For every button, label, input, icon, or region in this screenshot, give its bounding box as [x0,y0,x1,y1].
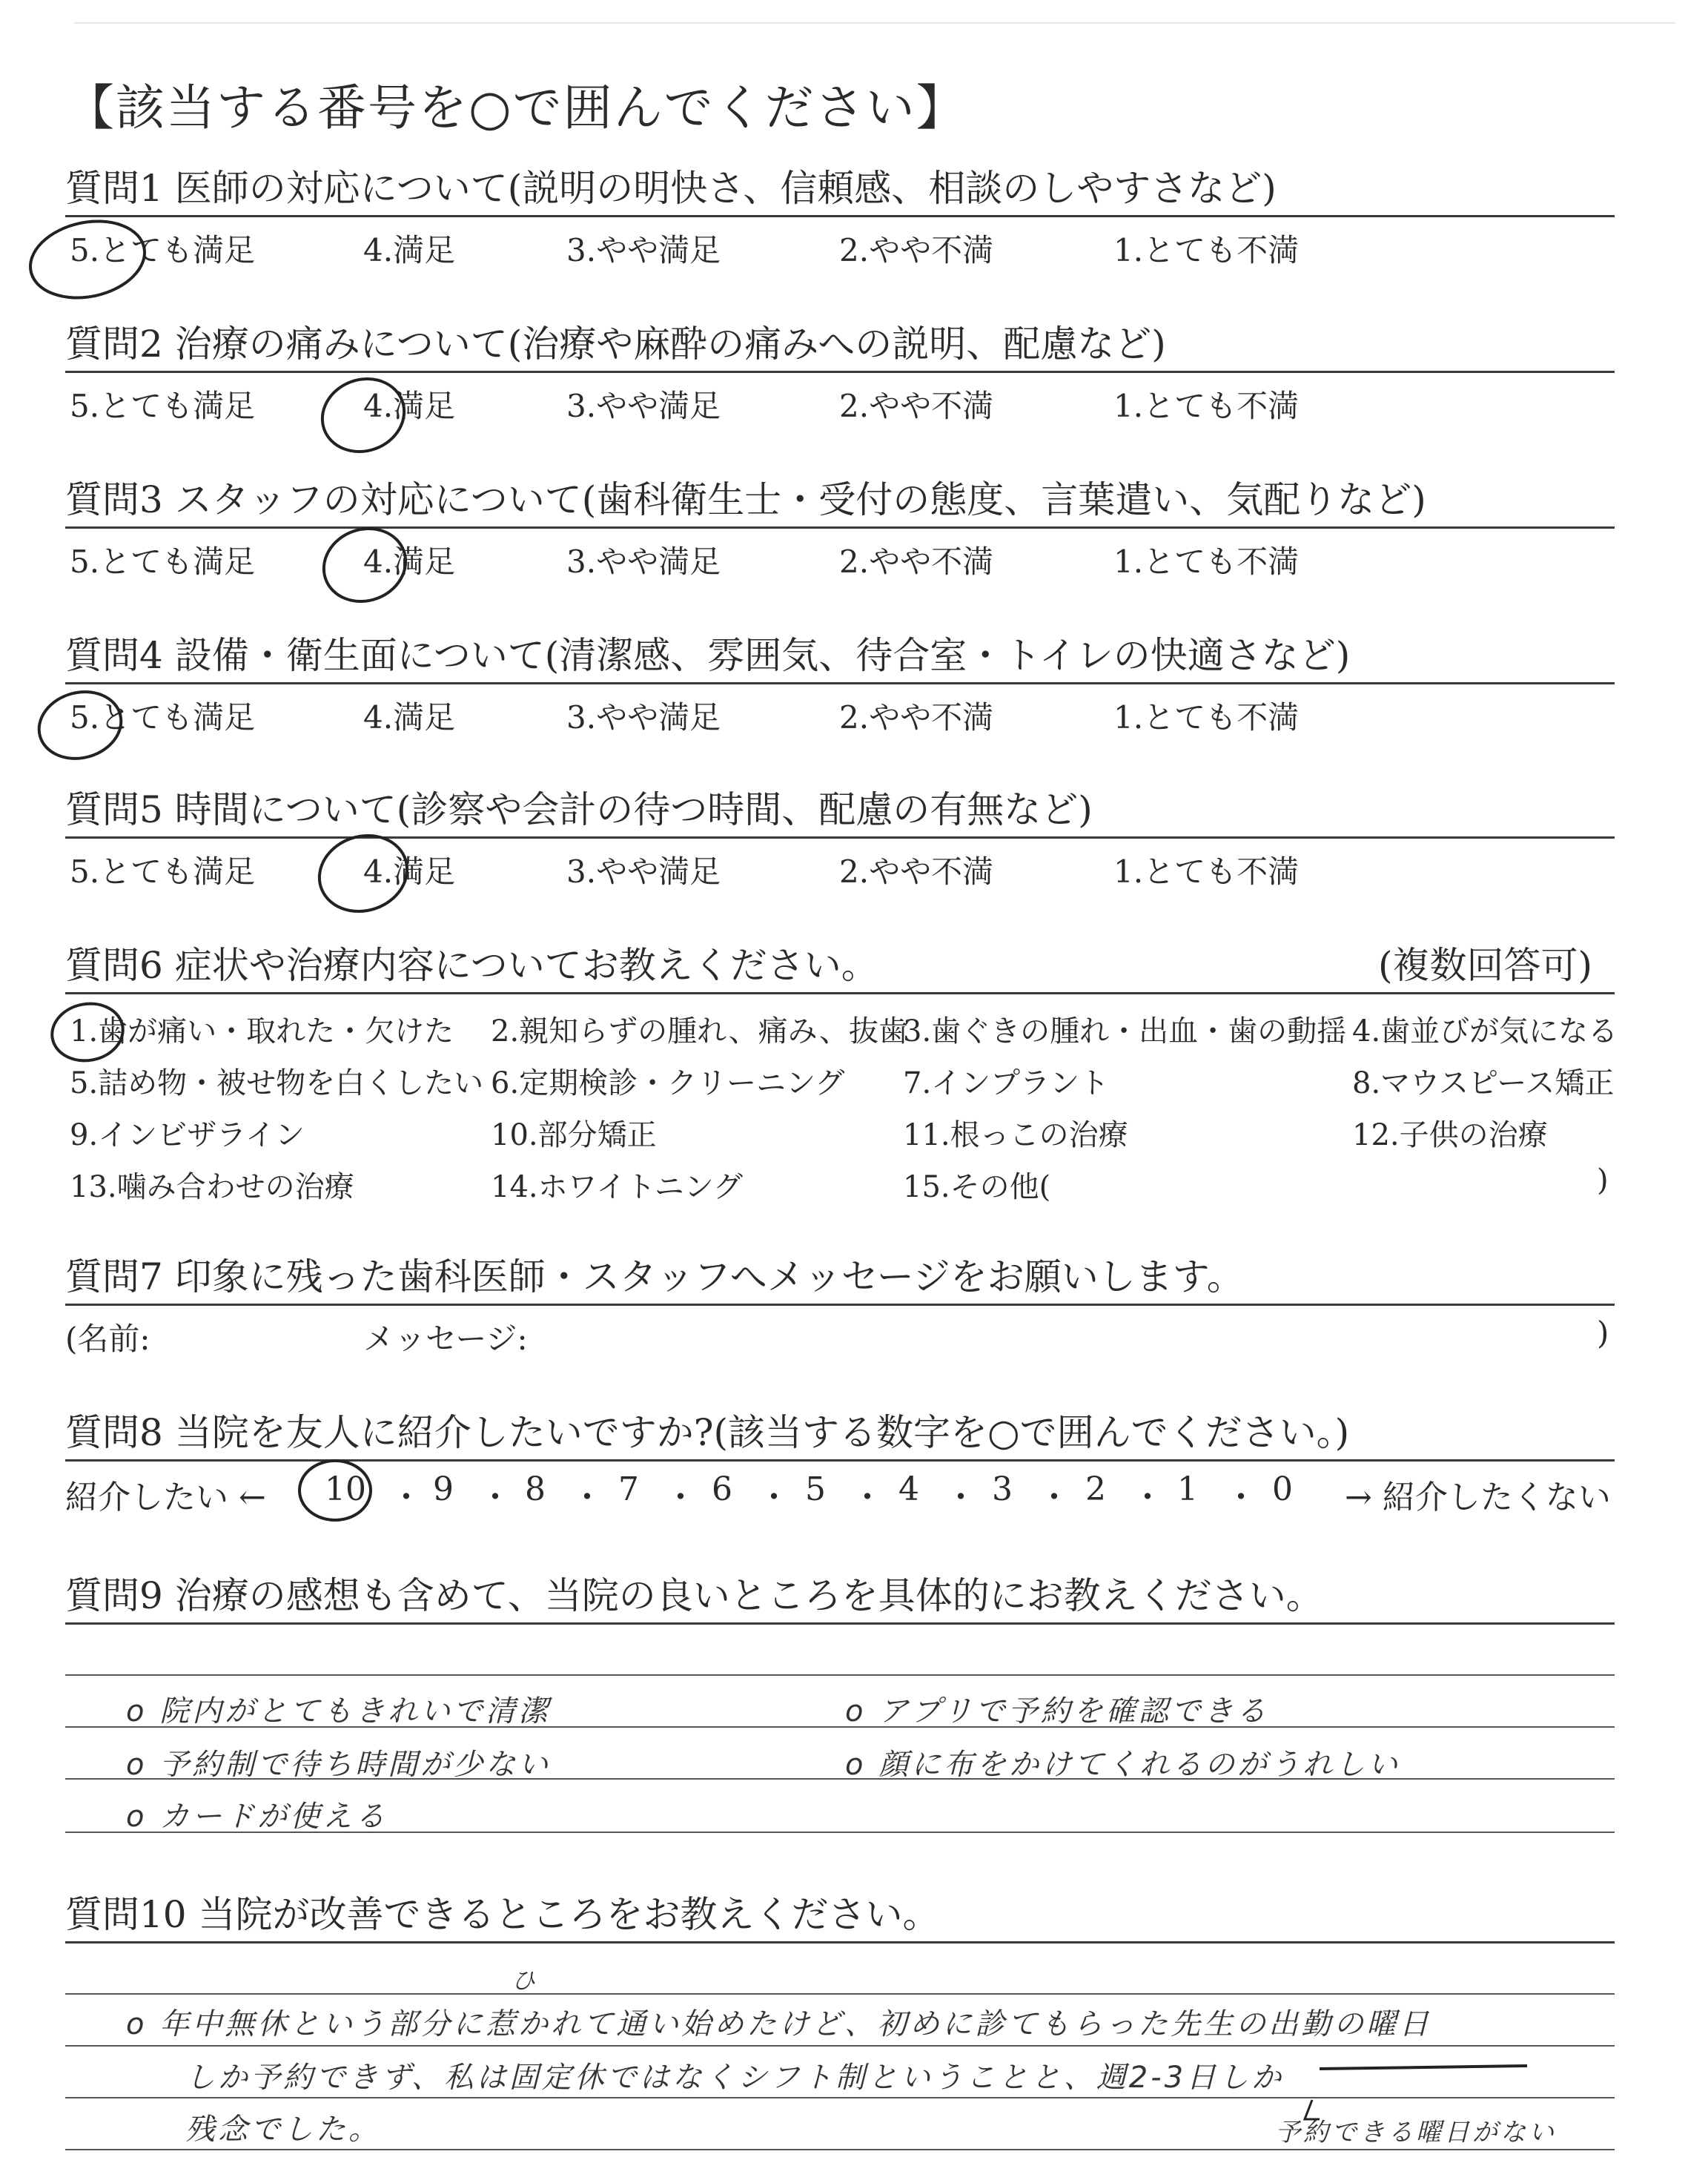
question-10 [65,1888,1615,1943]
multiple-answers-note: (複数回答可) [1377,944,1592,987]
answer-line [65,1993,1615,1995]
message-label: メッセージ: [363,1321,528,1357]
option-1[interactable]: 1.とても不満 [1113,388,1300,424]
question-5-label: 質問5 時間について(診察や会計の待つ時間、配慮の有無など) [65,783,1615,839]
q10-answer: しか予約できず、私は固定休ではなくシフト制ということと、週2-3日しか [185,2061,1285,2095]
option-5[interactable]: 5.とても満足 [70,853,256,890]
symptom-option[interactable]: 11.根っこの治療 [903,1118,1128,1152]
symptom-option[interactable]: 7.インプラント [903,1066,1110,1100]
question-5-options [65,839,1615,891]
option-1[interactable]: 1.とても不満 [1113,699,1300,736]
option-2[interactable]: 2.やや不満 [839,699,994,736]
question-1-options [65,217,1615,269]
question-6-label [65,939,1615,994]
q9-answer: o アプリで予約を確認できる [845,1694,1269,1728]
question-3 [65,473,1615,581]
recommend-scale [65,1462,1615,1516]
q9-answer: o 顔に布をかけてくれるのがうれしい [845,1748,1401,1782]
option-3[interactable]: 3.やや満足 [566,232,721,268]
option-2[interactable]: 2.やや不満 [839,232,994,268]
q10-answer: 残念でした。 [185,2113,381,2147]
q10-answer: o 年中無休という部分に惹かれて通い始めたけど、初めに診てもらった先生の出勤の曜日 [126,2007,1432,2041]
option-4[interactable]: 4.満足 [363,388,456,424]
question-8-label: 質問8 当院を友人に紹介したいですか?(該当する数字を○で囲んでください。) [65,1406,1615,1462]
question-3-options [65,529,1615,581]
option-5[interactable]: 5.とても満足 [70,388,256,424]
option-3[interactable]: 3.やや満足 [566,544,721,580]
answer-line [65,1674,1615,1676]
question-3-label: 質問3 スタッフの対応について(歯科衛生士・受付の態度、言葉遣い、気配りなど) [65,473,1615,529]
separator-dot: ・ [1225,1479,1257,1516]
option-3[interactable]: 3.やや満足 [566,388,721,424]
q9-answer: o 予約制で待ち時間が少ない [126,1748,552,1782]
name-label: (名前: [65,1321,150,1357]
separator-dot: ・ [571,1479,603,1516]
question-6-text: 質問6 症状や治療内容についてお教えください。 [65,944,878,987]
q10-insertion: 予約できる曜日がない [1275,2118,1557,2147]
score-9[interactable]: 9 [433,1470,454,1508]
symptom-option[interactable]: 3.歯ぐきの腫れ・出血・歯の動揺 [903,1014,1347,1048]
option-1[interactable]: 1.とても不満 [1113,544,1300,580]
symptom-option[interactable]: 2.親知らずの腫れ、痛み、抜歯 [491,1014,908,1048]
answer-line [65,2045,1615,2047]
recommend-left-label: 紹介したい ← [65,1479,266,1516]
symptom-option[interactable]: 13.噛み合わせの治療 [70,1170,354,1204]
separator-dot: ・ [479,1479,512,1516]
option-4[interactable]: 4.満足 [363,853,456,890]
separator-dot: ・ [1131,1479,1164,1516]
score-0[interactable]: 0 [1272,1470,1293,1508]
option-4[interactable]: 4.満足 [363,544,456,580]
option-3[interactable]: 3.やや満足 [566,853,721,890]
score-7[interactable]: 7 [618,1470,639,1508]
question-9-label: 質問9 治療の感想も含めて、当院の良いところを具体的にお教えください。 [65,1569,1615,1625]
message-close-paren: ) [1597,1315,1609,1351]
option-2[interactable]: 2.やや不満 [839,388,994,424]
option-1[interactable]: 1.とても不満 [1113,853,1300,890]
symptom-option[interactable]: 14.ホワイトニング [491,1170,744,1204]
score-1[interactable]: 1 [1177,1470,1198,1508]
score-6[interactable]: 6 [712,1470,732,1508]
q10-annotation: ひ [512,1966,539,1995]
symptom-option[interactable]: 10.部分矯正 [491,1118,657,1152]
separator-dot: ・ [1038,1479,1070,1516]
option-2[interactable]: 2.やや不満 [839,853,994,890]
question-7 [65,1250,1615,1358]
symptom-option[interactable]: 15.その他( [903,1170,1051,1204]
separator-dot: ・ [851,1479,884,1516]
symptom-option[interactable]: 1.歯が痛い・取れた・欠けた [70,1014,454,1048]
option-5[interactable]: 5.とても満足 [70,699,256,736]
symptom-option[interactable]: 4.歯並びが気になる [1352,1014,1618,1048]
recommend-right-label: → 紹介したくない [1345,1479,1611,1516]
question-1 [65,162,1615,269]
other-close-paren: ) [1597,1163,1609,1198]
score-8[interactable]: 8 [525,1470,546,1508]
message-line[interactable] [65,1306,1615,1358]
answer-line [65,2149,1615,2150]
question-7-label: 質問7 印象に残った歯科医師・スタッフへメッセージをお願いします。 [65,1250,1615,1306]
question-9 [65,1569,1615,1625]
symptom-option[interactable]: 12.子供の治療 [1352,1118,1548,1152]
strikethrough [1320,2066,1527,2069]
option-5[interactable]: 5.とても満足 [70,544,256,580]
score-2[interactable]: 2 [1085,1470,1106,1508]
separator-dot: ・ [944,1479,977,1516]
option-4[interactable]: 4.満足 [363,699,456,736]
separator-dot: ・ [664,1479,697,1516]
question-2 [65,317,1615,425]
question-5 [65,783,1615,891]
option-3[interactable]: 3.やや満足 [566,699,721,736]
separator-dot: ・ [390,1479,423,1516]
question-8 [65,1406,1615,1516]
q9-answer: o カードが使える [126,1800,388,1834]
score-3[interactable]: 3 [992,1470,1013,1508]
option-4[interactable]: 4.満足 [363,232,456,268]
symptom-option[interactable]: 9.インビザライン [70,1118,305,1152]
separator-dot: ・ [758,1479,790,1516]
q9-answer: o 院内がとてもきれいで清潔 [126,1694,552,1728]
page-title: 【該当する番号を○で囲んでください】 [65,79,967,136]
question-2-label: 質問2 治療の痛みについて(治療や麻酔の痛みへの説明、配慮など) [65,317,1615,373]
option-2[interactable]: 2.やや不満 [839,544,994,580]
question-4-options [65,684,1615,736]
question-6 [65,939,1618,1209]
option-5[interactable]: 5.とても満足 [70,232,256,268]
symptom-options [65,994,1618,1209]
question-4-label: 質問4 設備・衛生面について(清潔感、雰囲気、待合室・トイレの快適さなど) [65,629,1615,684]
option-1[interactable]: 1.とても不満 [1113,232,1300,268]
score-4[interactable]: 4 [898,1470,919,1508]
question-1-label: 質問1 医師の対応について(説明の明快さ、信頼感、相談のしやすさなど) [65,162,1615,217]
question-4 [65,629,1615,736]
symptom-option[interactable]: 6.定期検診・クリーニング [491,1066,845,1100]
score-10[interactable]: 10 [325,1470,366,1508]
symptom-option[interactable]: 5.詰め物・被せ物を白くしたい [70,1066,484,1100]
question-10-label: 質問10 当院が改善できるところをお教えください。 [65,1888,1615,1943]
answer-line [65,2097,1615,2098]
symptom-option[interactable]: 8.マウスピース矯正 [1352,1066,1615,1100]
question-2-options [65,373,1615,425]
score-5[interactable]: 5 [805,1470,826,1508]
top-edge-line [74,22,1675,24]
